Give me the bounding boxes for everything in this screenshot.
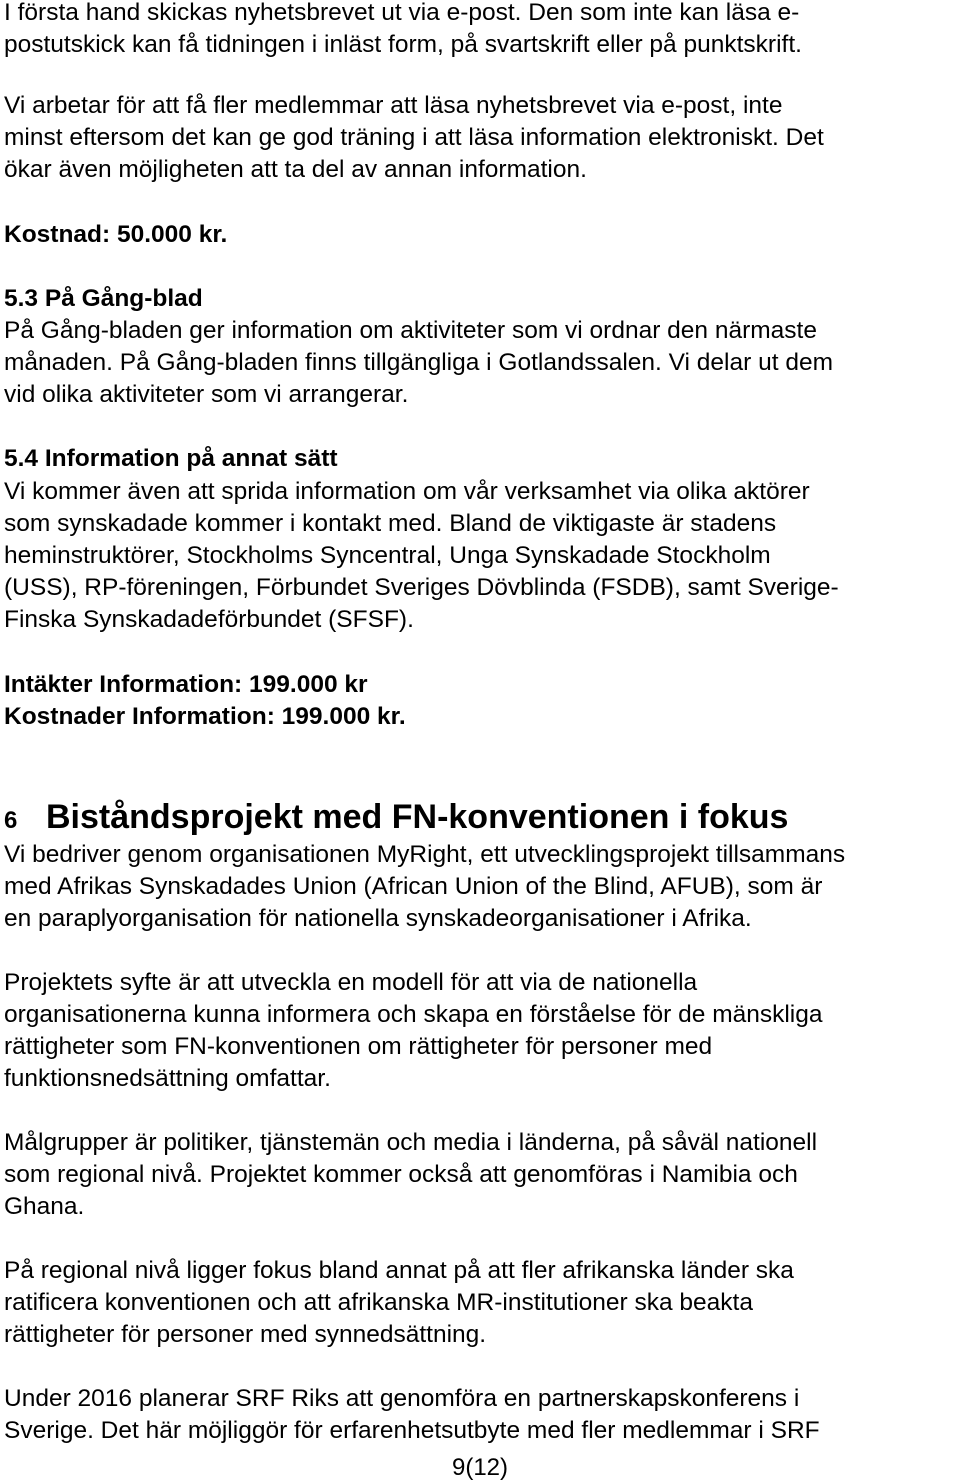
paragraph-line: Sverige. Det här möjliggör för erfarenhetsutbyte med fler medlemmar i SRF <box>4 1417 820 1444</box>
paragraph-line: ratificera konventionen och att afrikanska MR-institutioner ska beakta <box>4 1289 753 1316</box>
paragraph-line: en paraplyorganisation för nationella synskadeorganisationer i Afrika. <box>4 905 752 932</box>
paragraph-line: Ghana. <box>4 1193 85 1220</box>
paragraph-line: På Gång-bladen ger information om aktiviteter som vi ordnar den närmaste <box>4 317 817 344</box>
paragraph-line: månaden. På Gång-bladen finns tillgängliga i Gotlandssalen. Vi delar ut dem <box>4 349 833 376</box>
expense-line: Kostnader Information: 199.000 kr. <box>4 703 406 730</box>
section-heading-6 <box>4 797 788 841</box>
section-number: 6 <box>4 807 18 834</box>
paragraph-line: Finska Synskadadeförbundet (SFSF). <box>4 606 414 633</box>
paragraph-line: som synskadade kommer i kontakt med. Bland de viktigaste är stadens <box>4 510 777 537</box>
cost-line: Kostnad: 50.000 kr. <box>4 221 228 248</box>
paragraph-line: Vi kommer även att sprida information om vår verksamhet via olika aktörer <box>4 478 810 505</box>
paragraph-line: rättigheter för personer med synnedsättning. <box>4 1321 487 1348</box>
paragraph-line: ökar även möjligheten att ta del av annan information. <box>4 156 587 183</box>
paragraph-line: På regional nivå ligger fokus bland annat på att fler afrikanska länder ska <box>4 1257 794 1284</box>
paragraph-line: heminstruktörer, Stockholms Syncentral, Unga Synskadade Stockholm <box>4 542 771 569</box>
income-line: Intäkter Information: 199.000 kr <box>4 671 368 698</box>
paragraph-line: organisationerna kunna informera och skapa en förståelse för de mänskliga <box>4 1001 823 1028</box>
paragraph-line: Under 2016 planerar SRF Riks att genomföra en partnerskapskonferens i <box>4 1385 800 1412</box>
page-number: 9(12) <box>451 1454 509 1481</box>
paragraph-line: minst eftersom det kan ge god träning i att läsa information elektroniskt. Det <box>4 124 824 151</box>
paragraph-line: funktionsnedsättning omfattar. <box>4 1065 331 1092</box>
paragraph-line: som regional nivå. Projektet kommer också att genomföras i Namibia och <box>4 1161 798 1188</box>
paragraph-line: Projektets syfte är att utveckla en modell för att via de nationella <box>4 969 698 996</box>
paragraph-line: I första hand skickas nyhetsbrevet ut via e-post. Den som inte kan läsa e- <box>4 0 800 26</box>
paragraph-line: vid olika aktiviteter som vi arrangerar. <box>4 381 409 408</box>
paragraph-line: (USS), RP-föreningen, Förbundet Sveriges Dövblinda (FSDB), samt Sverige- <box>4 574 839 601</box>
paragraph-line: med Afrikas Synskadades Union (African Union of the Blind, AFUB), som är <box>4 873 823 900</box>
section-heading-5-4: 5.4 Information på annat sätt <box>4 445 338 472</box>
paragraph-line: Vi bedriver genom organisationen MyRight, ett utvecklingsprojekt tillsammans <box>4 841 846 868</box>
paragraph-line: Vi arbetar för att få fler medlemmar att läsa nyhetsbrevet via e-post, inte <box>4 92 783 119</box>
paragraph-line: rättigheter som FN-konventionen om rättigheter för personer med <box>4 1033 713 1060</box>
section-title: Biståndsprojekt med FN-konventionen i fokus <box>46 798 789 836</box>
paragraph-line: postutskick kan få tidningen i inläst form, på svartskrift eller på punktskrift. <box>4 31 802 58</box>
paragraph-line: Målgrupper är politiker, tjänstemän och media i länderna, på såväl nationell <box>4 1129 818 1156</box>
section-heading-5-3: 5.3 På Gång-blad <box>4 285 203 312</box>
